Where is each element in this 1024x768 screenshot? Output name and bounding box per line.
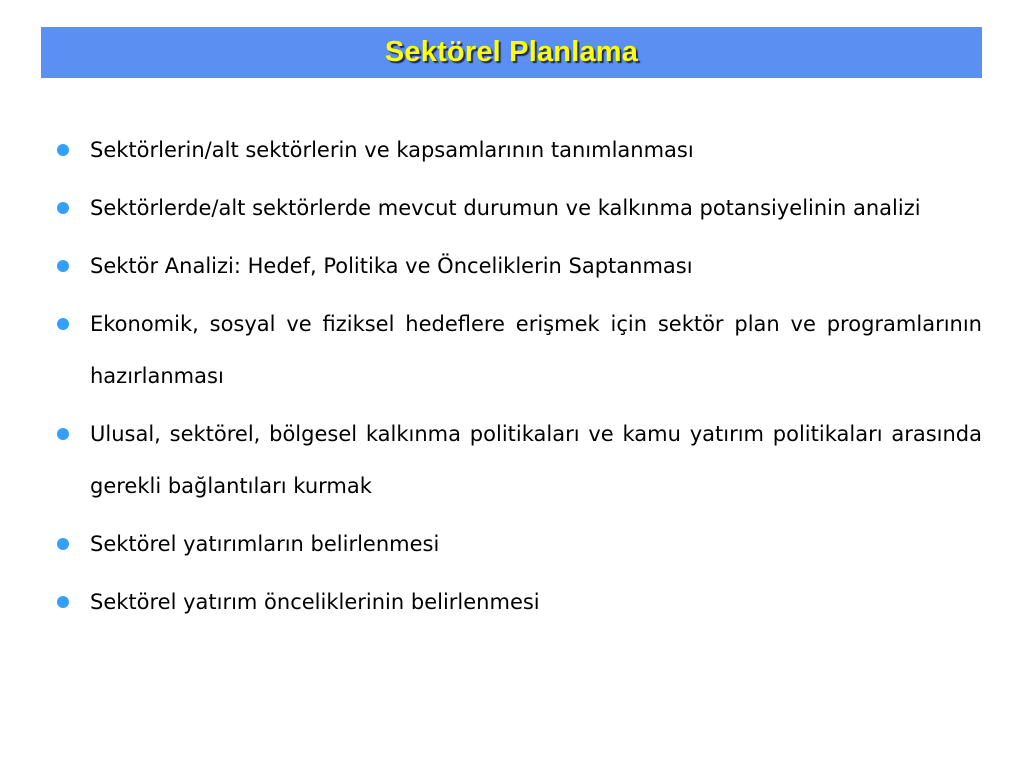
bullet-list <box>52 124 982 634</box>
bullet-item <box>52 408 982 512</box>
bullet-text: Sektörlerde/alt sektörlerde mevcut durumun ve kalkınma potansiyelinin analizi <box>90 196 921 220</box>
bullet-dot-icon <box>57 202 69 214</box>
bullet-text: Sektör Analizi: Hedef, Politika ve Önceliklerin Saptanması <box>90 254 693 278</box>
title-bar <box>41 27 982 78</box>
bullet-item <box>52 240 982 292</box>
bullet-text: Sektörel yatırımların belirlenmesi <box>90 532 440 556</box>
bullet-dot-icon <box>57 538 69 550</box>
bullet-dot-icon <box>57 318 69 330</box>
bullet-item <box>52 576 982 628</box>
bullet-text: Sektörlerin/alt sektörlerin ve kapsamlarının tanımlanması <box>90 138 694 162</box>
bullet-item <box>52 518 982 570</box>
bullet-dot-icon <box>57 596 69 608</box>
bullet-item <box>52 298 982 402</box>
slide-title: Sektörel Planlama <box>384 36 639 68</box>
bullet-text: Ekonomik, sosyal ve fiziksel hedeflere erişmek için sektör plan ve programlarının hazırlanması <box>90 312 982 388</box>
bullet-item <box>52 182 982 234</box>
bullet-dot-icon <box>57 260 69 272</box>
bullet-item <box>52 124 982 176</box>
bullet-text: Sektörel yatırım önceliklerinin belirlenmesi <box>90 590 540 614</box>
bullet-dot-icon <box>57 428 69 440</box>
bullet-text: Ulusal, sektörel, bölgesel kalkınma politikaları ve kamu yatırım politikaları arasında gerekli bağlantıları kurmak <box>90 422 982 498</box>
bullet-dot-icon <box>57 144 69 156</box>
